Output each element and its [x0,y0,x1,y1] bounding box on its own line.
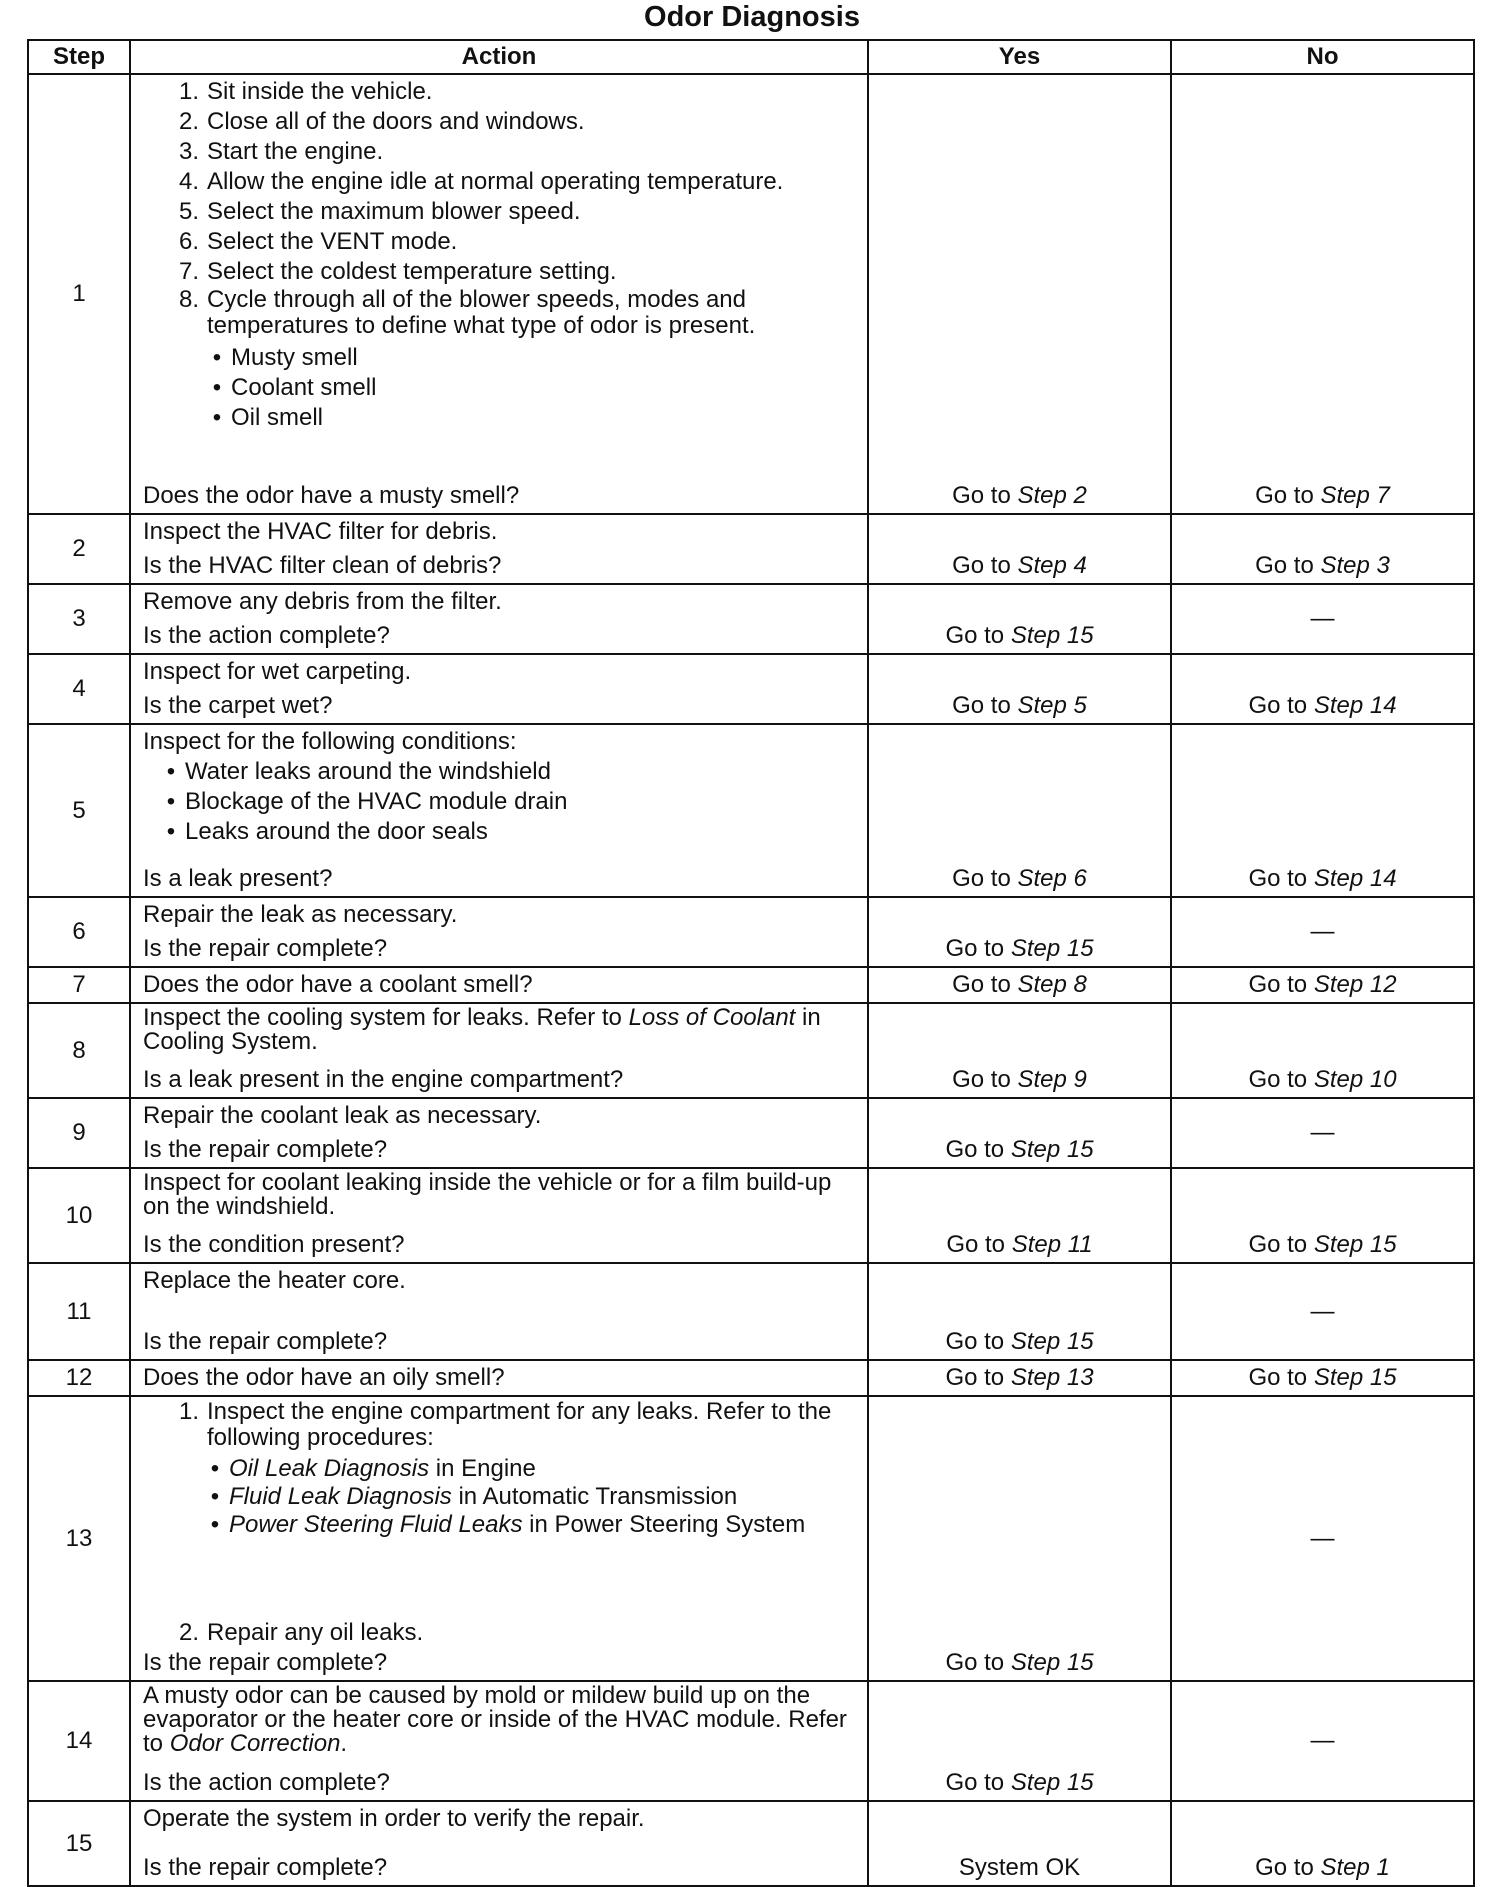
action-text: Inspect for the following conditions: [143,728,517,755]
action-content [143,1684,857,1798]
yes-go-to: Go to Step 4 [952,552,1087,579]
reference-list [143,1455,857,1539]
step-ref: Step 12 [1313,971,1397,998]
step-ref: Step 11 [1011,1231,1093,1258]
bullet-item [157,817,857,847]
no-go-to: Go to Step 15 [1248,1364,1397,1391]
action-steps [143,1399,857,1451]
no-cell [1171,654,1474,724]
reference-link: Fluid Leak Diagnosis [229,1483,452,1510]
yes-go-to: Go to Step 15 [945,622,1094,649]
bullet-icon: • [212,404,222,431]
table-row [28,1168,1474,1263]
action-body [143,727,857,847]
action-step [165,107,857,137]
yes-go-to: Go to Step 11 [946,1231,1093,1258]
action-body [143,1101,857,1131]
bullet-item [157,757,857,787]
step-ref: Step 2 [1017,482,1087,509]
action-text: Operate the system in order to verify the repair. [143,1805,645,1832]
step-text: Select the maximum blower speed. [207,198,581,225]
yes-go-to: Go to Step 9 [952,1066,1087,1093]
action-text: A musty odor can be caused by mold or mildew build up on the evaporator or the heater core or inside of the HVAC module. Refer to Odor Correction. [143,1682,847,1757]
action-content [143,1266,857,1357]
header-step: Step [28,40,130,74]
action-question: Is the repair complete? [143,935,388,962]
action-cell [130,897,868,967]
reference-link: Oil Leak Diagnosis [229,1455,430,1482]
action-step [165,1399,857,1451]
yes-cell [868,724,1171,897]
step-text: Inspect the engine compartment for any leaks. Refer to the following procedures: [207,1398,832,1451]
action-body [143,517,857,547]
no-go-to: Go to Step 15 [1248,1231,1397,1258]
header-action: Action [130,40,868,74]
bullet-icon: • [210,1511,220,1538]
step-index: 7. [178,258,199,285]
action-body [143,77,857,433]
action-step [165,197,857,227]
step-number: 1 [28,74,130,514]
bullet-text: Oil smell [231,404,324,431]
table-row [28,1681,1474,1801]
step-index: 8. [178,286,199,313]
step-index: 1. [178,1398,199,1425]
yes-go-to: Go to Step 6 [952,865,1087,892]
action-body [143,1804,857,1834]
action-content [143,1399,857,1678]
action-cell [130,1098,868,1168]
yes-go-to: Go to Step 8 [952,971,1087,998]
yes-cell [868,967,1171,1003]
yes-cell [868,1263,1171,1360]
no-go-to: Go to Step 3 [1255,552,1390,579]
yes-cell [868,584,1171,654]
yes-cell [868,1360,1171,1396]
bullet-item [203,403,857,433]
step-text: Start the engine. [207,138,384,165]
yes-cell [868,1098,1171,1168]
step-index: 2. [178,1619,199,1646]
step-text: Sit inside the vehicle. [207,78,433,105]
reference-text: Power Steering Fluid Leaks in Power Steering System [229,1511,806,1538]
action-cell [130,1681,868,1801]
step-ref: Step 15 [1010,1136,1094,1163]
action-body [143,1171,857,1219]
step-number: 12 [28,1360,130,1396]
header-no: No [1171,40,1474,74]
reference-item [201,1483,857,1511]
no-cell [1171,1360,1474,1396]
yes-cell [868,1396,1171,1681]
action-step [165,167,857,197]
step-text: Cycle through all of the blower speeds, modes and temperatures to define what type of odor is present. [207,286,756,339]
no-cell [1171,967,1474,1003]
no-cell [1171,74,1474,514]
step-text: Allow the engine idle at normal operating temperature. [207,168,784,195]
table-row [28,584,1474,654]
action-question: Is the condition present? [143,1231,405,1258]
table-row [28,1003,1474,1098]
header-yes: Yes [868,40,1171,74]
action-cell [130,1168,868,1263]
bullet-text: Musty smell [231,344,358,371]
no-cell [1171,1003,1474,1098]
no-cell [1171,1168,1474,1263]
bullet-icon: • [166,758,176,785]
table-row [28,74,1474,514]
step-number: 10 [28,1168,130,1263]
yes-go-to: Go to Step 15 [945,1328,1094,1355]
action-body [143,657,857,687]
step-number: 11 [28,1263,130,1360]
table-body [28,74,1474,1886]
table-row [28,654,1474,724]
action-content [143,1363,857,1393]
step-text: Close all of the doors and windows. [207,108,585,135]
action-text: Replace the heater core. [143,1267,406,1294]
no-cell [1171,1801,1474,1886]
yes-go-to: Go to Step 5 [952,692,1087,719]
action-bullets [143,343,857,433]
header-row [28,40,1474,74]
action-text: Remove any debris from the filter. [143,588,502,615]
action-content [143,517,857,581]
action-bullets [143,757,857,847]
yes-go-to: Go to Step 15 [945,1769,1094,1796]
action-steps [143,1618,857,1648]
no-cell [1171,1396,1474,1681]
step-ref: Step 15 [1010,622,1094,649]
step-ref: Step 15 [1313,1231,1397,1258]
action-body [143,1684,857,1756]
action-cell [130,1263,868,1360]
dash-mark: — [1310,605,1335,632]
bullet-text: Coolant smell [231,374,377,401]
no-go-to: Go to Step 12 [1248,971,1397,998]
yes-go-to: Go to Step 15 [945,1649,1094,1676]
yes-cell [868,514,1171,584]
action-question: Is a leak present in the engine compartment? [143,1066,624,1093]
step-ref: Step 9 [1017,1066,1087,1093]
action-content [143,1804,857,1883]
step-ref: Step 3 [1320,552,1390,579]
yes-cell [868,74,1171,514]
yes-result: System OK [958,1854,1081,1881]
reference-link: Power Steering Fluid Leaks [229,1511,523,1538]
action-question: Is the repair complete? [143,1328,388,1355]
action-content [143,970,857,1000]
step-ref: Step 14 [1313,692,1397,719]
odor-diagnosis-table [27,39,1475,1887]
yes-go-to: Go to Step 15 [945,935,1094,962]
action-step [165,77,857,107]
reference-text: Oil Leak Diagnosis in Engine [229,1455,536,1482]
action-cell [130,724,868,897]
action-question: Does the odor have a musty smell? [143,482,520,509]
action-question: Is a leak present? [143,865,333,892]
action-question: Is the HVAC filter clean of debris? [143,552,502,579]
step-index: 5. [178,198,199,225]
action-content [143,1006,857,1095]
bullet-icon: • [166,818,176,845]
no-go-to: Go to Step 1 [1255,1854,1390,1881]
step-number: 3 [28,584,130,654]
step-ref: Step 8 [1017,971,1087,998]
step-index: 1. [178,78,199,105]
step-number: 2 [28,514,130,584]
no-cell [1171,724,1474,897]
step-number: 14 [28,1681,130,1801]
step-number: 15 [28,1801,130,1886]
step-index: 2. [178,108,199,135]
step-ref: Step 15 [1010,1649,1094,1676]
action-step [165,227,857,257]
yes-go-to: Go to Step 2 [952,482,1087,509]
dash-mark: — [1310,1727,1335,1754]
no-cell [1171,1098,1474,1168]
step-number: 8 [28,1003,130,1098]
reference-link: Odor Correction [169,1730,341,1757]
table-row [28,1360,1474,1396]
action-content [143,1101,857,1165]
action-step [165,1618,857,1648]
action-content [143,77,857,511]
no-cell [1171,897,1474,967]
page-title: Odor Diagnosis [644,1,860,33]
action-cell [130,1360,868,1396]
no-cell [1171,514,1474,584]
table-row [28,514,1474,584]
table-row [28,724,1474,897]
bullet-item [157,787,857,817]
step-ref: Step 5 [1017,692,1087,719]
action-cell [130,1396,868,1681]
bullet-item [203,343,857,373]
no-cell [1171,584,1474,654]
bullet-item [203,373,857,403]
action-content [143,587,857,651]
bullet-icon: • [212,374,222,401]
action-question: Is the action complete? [143,622,390,649]
table-row [28,1801,1474,1886]
no-go-to: Go to Step 10 [1248,1066,1397,1093]
step-text: Select the coldest temperature setting. [207,258,617,285]
step-ref: Step 10 [1313,1066,1397,1093]
action-cell [130,654,868,724]
step-index: 4. [178,168,199,195]
yes-cell [868,1801,1171,1886]
bullet-text: Water leaks around the windshield [185,758,551,785]
step-ref: Step 15 [1010,1769,1094,1796]
action-text: Inspect the cooling system for leaks. Refer to Loss of Coolant in Cooling System. [143,1004,821,1055]
dash-mark: — [1310,1119,1335,1146]
dash-mark: — [1310,1297,1335,1325]
action-step [165,257,857,287]
action-question: Is the carpet wet? [143,692,333,719]
step-number: 6 [28,897,130,967]
yes-cell [868,1681,1171,1801]
step-text: Select the VENT mode. [207,228,458,255]
step-ref: Step 15 [1010,1328,1094,1355]
table-row [28,1263,1474,1360]
action-text: Repair the leak as necessary. [143,901,458,928]
dash-mark: — [1310,918,1335,945]
step-ref: Step 15 [1313,1364,1397,1391]
action-cell [130,967,868,1003]
action-text: Inspect the HVAC filter for debris. [143,518,498,545]
spacer [143,1539,857,1618]
yes-cell [868,897,1171,967]
action-body [143,587,857,617]
action-body [143,1006,857,1054]
action-cell [130,1801,868,1886]
yes-go-to: Go to Step 13 [945,1364,1094,1391]
action-cell [130,74,868,514]
action-question: Is the action complete? [143,1769,390,1796]
yes-cell [868,654,1171,724]
action-cell [130,514,868,584]
action-text: Repair the coolant leak as necessary. [143,1102,542,1129]
yes-go-to: Go to Step 15 [945,1136,1094,1163]
table-row [28,967,1474,1003]
action-step [165,287,857,339]
action-body [143,900,857,930]
step-ref: Step 1 [1320,1854,1390,1881]
bullet-text: Blockage of the HVAC module drain [185,788,568,815]
action-content [143,727,857,894]
step-number: 13 [28,1396,130,1681]
table-row [28,897,1474,967]
bullet-icon: • [210,1483,220,1510]
step-number: 5 [28,724,130,897]
action-question: Does the odor have a coolant smell? [143,971,533,998]
bullet-icon: • [166,788,176,815]
action-body [143,1266,857,1296]
table-row [28,1396,1474,1681]
action-text: Inspect for coolant leaking inside the vehicle or for a film build-up on the windshield. [143,1169,832,1220]
action-body [143,1399,857,1539]
action-text: Inspect for wet carpeting. [143,658,412,685]
step-ref: Step 13 [1010,1364,1094,1391]
bullet-icon: • [210,1455,220,1482]
action-question: Is the repair complete? [143,1649,388,1676]
action-step [165,137,857,167]
yes-cell [868,1168,1171,1263]
action-question: Does the odor have an oily smell? [143,1364,505,1391]
table-row [28,1098,1474,1168]
step-ref: Step 7 [1320,482,1390,509]
step-number: 4 [28,654,130,724]
step-text: Repair any oil leaks. [207,1619,424,1646]
action-question: Is the repair complete? [143,1136,388,1163]
no-go-to: Go to Step 7 [1255,482,1390,509]
step-ref: Step 15 [1010,935,1094,962]
bullet-icon: • [212,344,222,371]
action-content [143,1171,857,1260]
reference-link: Loss of Coolant [628,1004,796,1031]
bullet-text: Leaks around the door seals [185,818,488,845]
step-number: 9 [28,1098,130,1168]
step-ref: Step 6 [1017,865,1087,892]
action-content [143,657,857,721]
dash-mark: — [1310,1524,1335,1552]
step-number: 7 [28,967,130,1003]
action-cell [130,584,868,654]
no-cell [1171,1681,1474,1801]
reference-item [201,1511,857,1539]
action-question: Is the repair complete? [143,1854,388,1881]
action-cell [130,1003,868,1098]
step-index: 6. [178,228,199,255]
action-content [143,900,857,964]
action-steps [143,77,857,339]
no-go-to: Go to Step 14 [1248,692,1397,719]
step-index: 3. [178,138,199,165]
step-ref: Step 14 [1313,865,1397,892]
no-go-to: Go to Step 14 [1248,865,1397,892]
reference-text: Fluid Leak Diagnosis in Automatic Transmission [229,1483,738,1510]
no-cell [1171,1263,1474,1360]
yes-cell [868,1003,1171,1098]
reference-item [201,1455,857,1483]
step-ref: Step 4 [1017,552,1087,579]
